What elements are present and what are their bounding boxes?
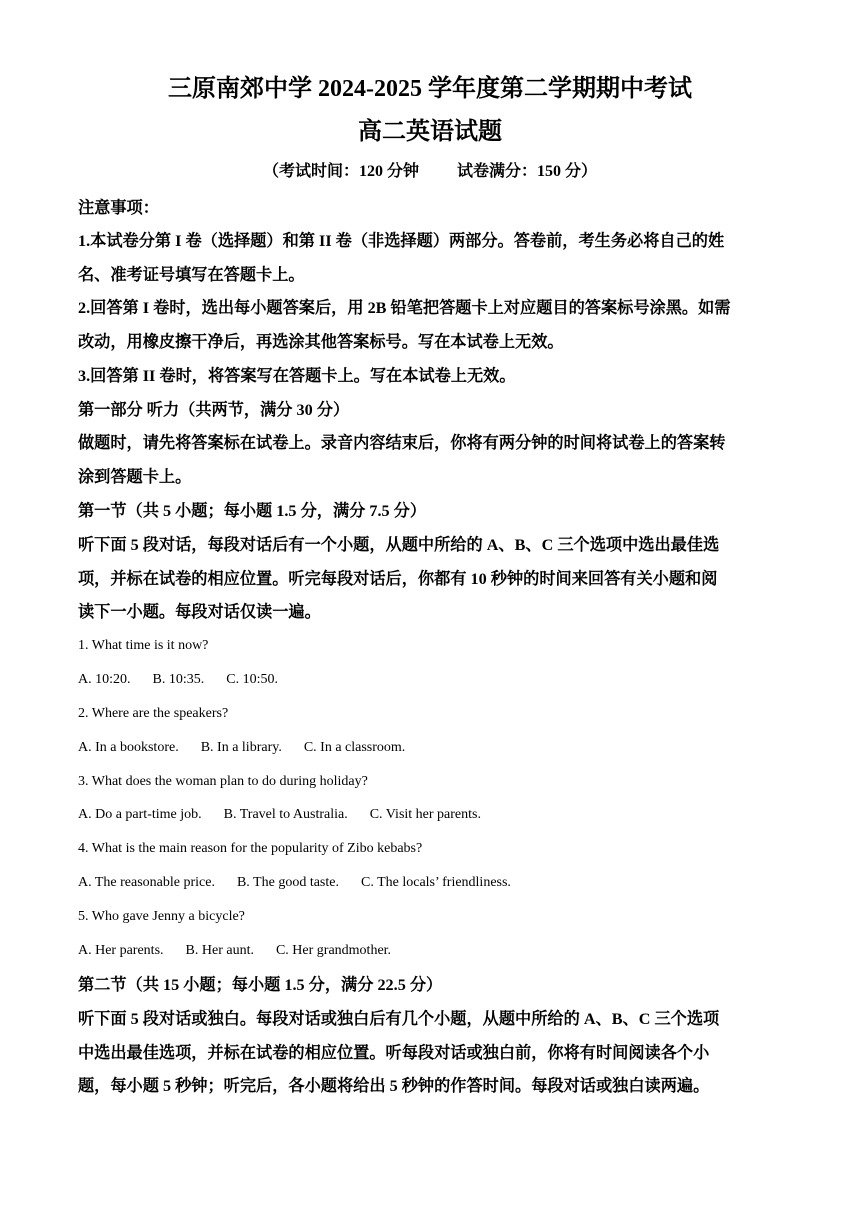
option-a: A. 10:20. [78, 672, 131, 687]
section2-instruction: 中选出最佳选项，并标在试卷的相应位置。听每段对话或独白前，你将有时间阅读各个小 [78, 1044, 710, 1062]
question-1-options [78, 670, 782, 690]
section1-instruction: 听下面 5 段对话，每段对话后有一个小题，从题中所给的 A、B、C 三个选项中选出最佳选 [78, 536, 720, 554]
full-score: 试卷满分：150 分） [457, 163, 598, 180]
exam-time: （考试时间：120 分钟 [262, 163, 419, 180]
option-c: C. In a classroom. [303, 740, 406, 755]
option-b: B. Travel to Australia. [223, 807, 348, 822]
notes-heading: 注意事项： [78, 199, 159, 217]
notes-line: 改动，用橡皮擦干净后，再选涂其他答案标号。写在本试卷上无效。 [78, 333, 564, 351]
option-c: C. The locals’ friendliness. [360, 875, 511, 890]
question-2: 2. Where are the speakers? [78, 706, 229, 721]
option-b: B. 10:35. [152, 672, 205, 687]
option-c: C. 10:50. [226, 672, 278, 687]
question-4: 4. What is the main reason for the popularity of Zibo kebabs? [78, 841, 423, 856]
option-b: B. In a library. [200, 740, 282, 755]
option-b: B. The good taste. [236, 875, 339, 890]
section2-heading: 第二节（共 15 小题；每小题 1.5 分，满分 22.5 分） [78, 976, 443, 994]
question-5-options [78, 941, 782, 961]
exam-title: 三原南郊中学 2024-2025 学年度第二学期期中考试 [168, 76, 692, 102]
option-a: A. In a bookstore. [78, 740, 179, 755]
section1-heading: 第一节（共 5 小题；每小题 1.5 分，满分 7.5 分） [78, 502, 427, 520]
part1-instruction: 做题时，请先将答案标在试卷上。录音内容结束后，你将有两分钟的时间将试卷上的答案转 [78, 434, 726, 452]
question-5: 5. Who gave Jenny a bicycle? [78, 909, 245, 924]
section1-instruction: 项，并标在试卷的相应位置。听完每段对话后，你都有 10 秒钟的时间来回答有关小题和阅 [78, 570, 718, 588]
notes-line: 1.本试卷分第 I 卷（选择题）和第 II 卷（非选择题）两部分。答卷前，考生务必将自己的姓 [78, 232, 725, 250]
option-c: C. Visit her parents. [369, 807, 481, 822]
option-a: A. Do a part-time job. [78, 807, 202, 822]
question-1: 1. What time is it now? [78, 638, 209, 653]
option-a: A. The reasonable price. [78, 875, 215, 890]
notes-line: 2.回答第 I 卷时，选出每小题答案后，用 2B 铅笔把答题卡上对应题目的答案标号涂黑。如需 [78, 299, 731, 317]
section2-instruction: 听下面 5 段对话或独白。每段对话或独白后有几个小题，从题中所给的 A、B、C 三个选项 [78, 1010, 720, 1028]
question-4-options [78, 873, 782, 893]
option-a: A. Her parents. [78, 943, 164, 958]
subject-title: 高二英语试题 [358, 119, 502, 145]
question-2-options [78, 738, 782, 758]
part1-heading: 第一部分 听力（共两节，满分 30 分） [78, 401, 350, 419]
question-3-options [78, 805, 782, 825]
notes-line: 3.回答第 II 卷时，将答案写在答题卡上。写在本试卷上无效。 [78, 367, 516, 385]
exam-info [0, 161, 860, 183]
section1-instruction: 读下一小题。每段对话仅读一遍。 [78, 603, 321, 621]
option-b: B. Her aunt. [185, 943, 254, 958]
option-c: C. Her grandmother. [275, 943, 392, 958]
notes-line: 名、准考证号填写在答题卡上。 [78, 266, 305, 284]
part1-instruction: 涂到答题卡上。 [78, 468, 192, 486]
question-3: 3. What does the woman plan to do during holiday? [78, 774, 368, 789]
section2-instruction: 题，每小题 5 秒钟；听完后，各小题将给出 5 秒钟的作答时间。每段对话或独白读两遍。 [78, 1077, 710, 1095]
